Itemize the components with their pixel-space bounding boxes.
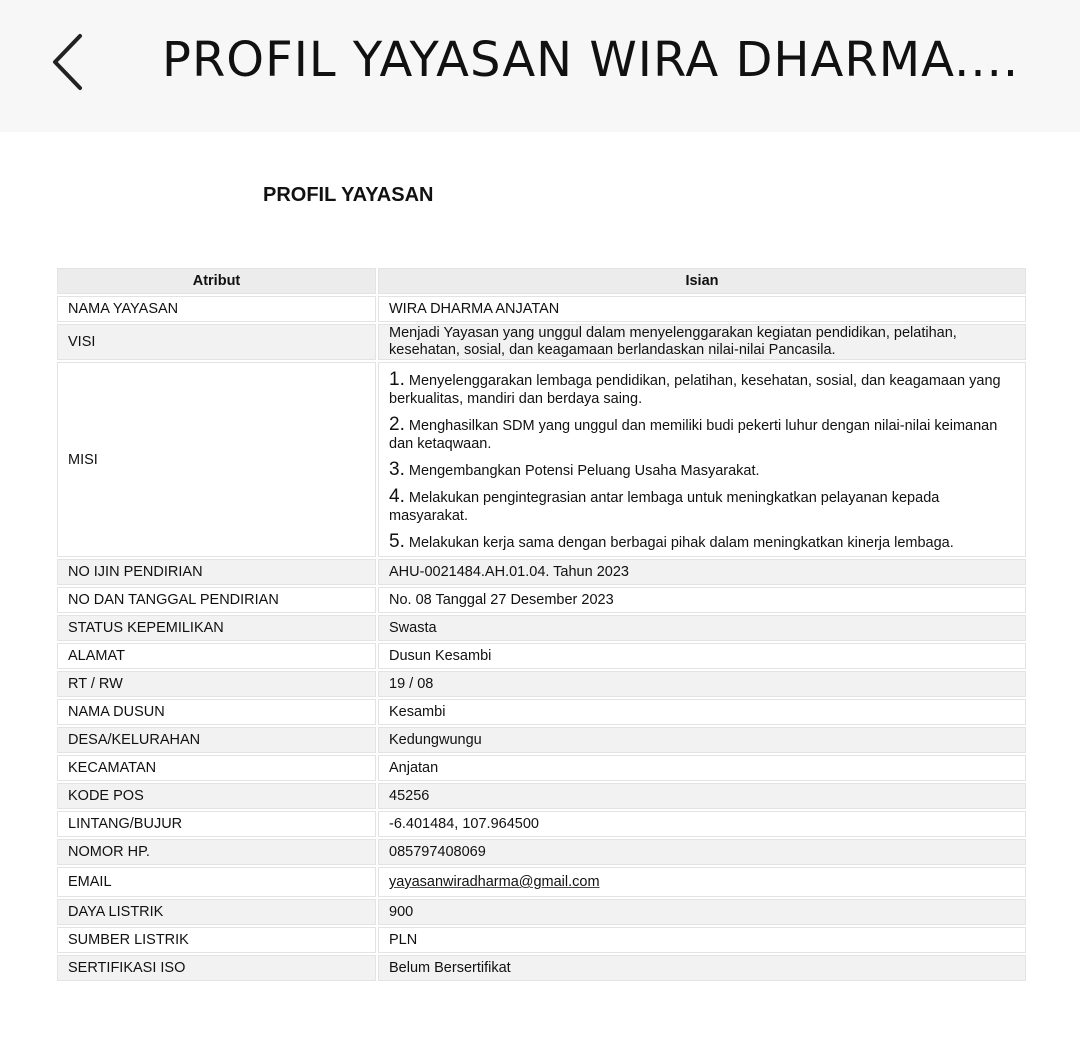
column-header-isian: Isian <box>378 268 1026 294</box>
row-label: NOMOR HP. <box>57 839 376 865</box>
section-heading: PROFIL YAYASAN <box>263 184 434 206</box>
row-label: SUMBER LISTRIK <box>57 927 376 953</box>
table-row <box>57 811 1026 837</box>
table-row <box>57 324 1026 360</box>
row-label: NAMA DUSUN <box>57 699 376 725</box>
row-label: RT / RW <box>57 671 376 697</box>
table-row <box>57 671 1026 697</box>
row-label: KODE POS <box>57 783 376 809</box>
row-value: Dusun Kesambi <box>378 643 1026 669</box>
row-value: PLN <box>378 927 1026 953</box>
table-row <box>57 899 1026 925</box>
row-value: 45256 <box>378 783 1026 809</box>
table-row <box>57 927 1026 953</box>
top-app-bar <box>0 0 1080 132</box>
chevron-left-icon <box>44 28 96 96</box>
list-item: 3. Mengembangkan Potensi Peluang Usaha Masyarakat. <box>389 459 760 480</box>
table-row <box>57 783 1026 809</box>
row-label: NAMA YAYASAN <box>57 296 376 322</box>
table-row <box>57 867 1026 897</box>
row-value: Belum Bersertifikat <box>378 955 1026 981</box>
table-row <box>57 362 1026 557</box>
row-value: AHU-0021484.AH.01.04. Tahun 2023 <box>378 559 1026 585</box>
table-row <box>57 296 1026 322</box>
row-label: LINTANG/BUJUR <box>57 811 376 837</box>
row-label: DESA/KELURAHAN <box>57 727 376 753</box>
back-button[interactable] <box>44 28 96 96</box>
row-value <box>378 867 1026 897</box>
list-item: 5. Melakukan kerja sama dengan berbagai pihak dalam meningkatkan kinerja lembaga. <box>389 531 954 552</box>
row-value: No. 08 Tanggal 27 Desember 2023 <box>378 587 1026 613</box>
row-value: 900 <box>378 899 1026 925</box>
row-value: Swasta <box>378 615 1026 641</box>
table-row <box>57 755 1026 781</box>
row-label: NO DAN TANGGAL PENDIRIAN <box>57 587 376 613</box>
row-value: Anjatan <box>378 755 1026 781</box>
profile-table <box>55 266 1028 983</box>
table-row <box>57 955 1026 981</box>
row-value: Kedungwungu <box>378 727 1026 753</box>
list-item: 4. Melakukan pengintegrasian antar lembaga untuk meningkatkan pelayanan kepada masyarakat. <box>389 486 940 524</box>
list-item: 1. Menyelenggarakan lembaga pendidikan, pelatihan, kesehatan, sosial, dan keagamaan yang berkualitas, mandiri dan berdaya saing. <box>389 369 1001 407</box>
row-value: WIRA DHARMA ANJATAN <box>378 296 1026 322</box>
misi-list <box>378 362 1026 557</box>
table-header-row <box>57 268 1026 294</box>
table-row <box>57 727 1026 753</box>
table-row <box>57 587 1026 613</box>
row-label: SERTIFIKASI ISO <box>57 955 376 981</box>
email-link[interactable]: yayasanwiradharma@gmail.com <box>389 874 600 890</box>
row-label: ALAMAT <box>57 643 376 669</box>
row-label: STATUS KEPEMILIKAN <box>57 615 376 641</box>
row-label: EMAIL <box>57 867 376 897</box>
row-label: VISI <box>57 324 376 360</box>
row-value: -6.401484, 107.964500 <box>378 811 1026 837</box>
row-label: MISI <box>57 362 376 557</box>
table-row <box>57 839 1026 865</box>
table-row <box>57 615 1026 641</box>
row-label: DAYA LISTRIK <box>57 899 376 925</box>
page-title: PROFIL YAYASAN WIRA DHARMA.... <box>162 32 1020 88</box>
table-row <box>57 643 1026 669</box>
row-value: Kesambi <box>378 699 1026 725</box>
row-label: KECAMATAN <box>57 755 376 781</box>
row-value: Menjadi Yayasan yang unggul dalam menyelenggarakan kegiatan pendidikan, pelatihan, kesehatan, sosial, dan keagamaan berlandaskan nilai-nilai Pancasila. <box>378 324 1026 360</box>
column-header-atribut: Atribut <box>57 268 376 294</box>
row-label: NO IJIN PENDIRIAN <box>57 559 376 585</box>
row-value: 085797408069 <box>378 839 1026 865</box>
list-item: 2. Menghasilkan SDM yang unggul dan memiliki budi pekerti luhur dengan nilai-nilai keimanan dan ketaqwaan. <box>389 414 998 452</box>
row-value: 19 / 08 <box>378 671 1026 697</box>
table-row <box>57 699 1026 725</box>
table-row <box>57 559 1026 585</box>
